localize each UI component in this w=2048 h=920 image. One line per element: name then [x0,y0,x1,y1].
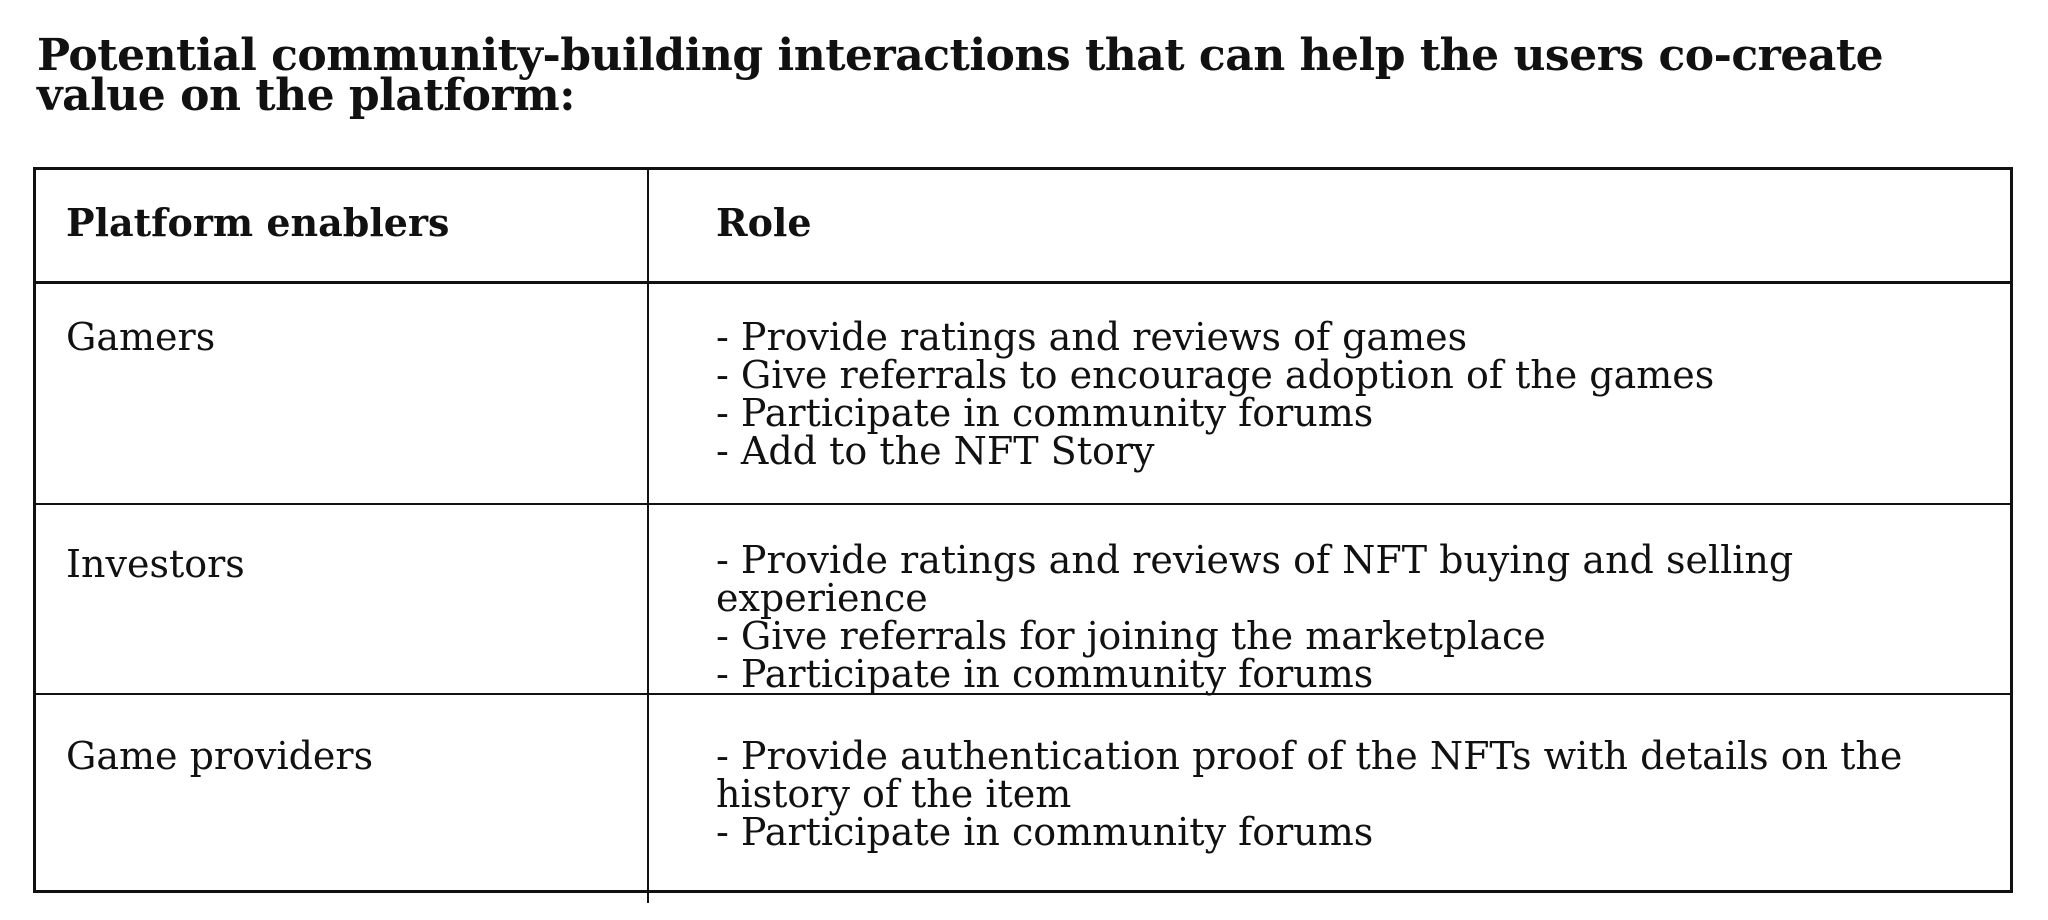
role-item: - Participate in community forums [716,810,1374,854]
role-item: - Give referrals to encourage adoption of the games [716,352,1715,397]
role-cell [648,504,2010,694]
table-row [36,694,2010,903]
role-item: - Add to the NFT Story [716,428,1155,473]
enabler-cell: Game providers [36,694,648,903]
enabler-cell: Investors [36,504,648,694]
role-item: - Provide authentication proof of the NFTs with details on the history of the item [716,734,1903,816]
table-row [36,282,2010,504]
page-title: Potential community-building interactions that can help the users co-create value on the platform: [37,30,1884,121]
role-item: - Give referrals for joining the marketplace [716,614,1546,658]
enabler-cell: Gamers [36,282,648,504]
role-item: - Provide ratings and reviews of games [716,314,1468,359]
role-item: - Participate in community forums [716,652,1374,696]
header-platform-enablers: Platform enablers [36,170,648,282]
enablers-table [33,167,2013,893]
role-item: - Participate in community forums [716,390,1374,435]
role-item: - Provide ratings and reviews of NFT buying and selling experience [716,538,1794,620]
table-row [36,504,2010,694]
role-cell [648,282,2010,504]
table-header-row [36,170,2010,282]
role-cell [648,694,2010,903]
header-role: Role [648,170,2010,282]
